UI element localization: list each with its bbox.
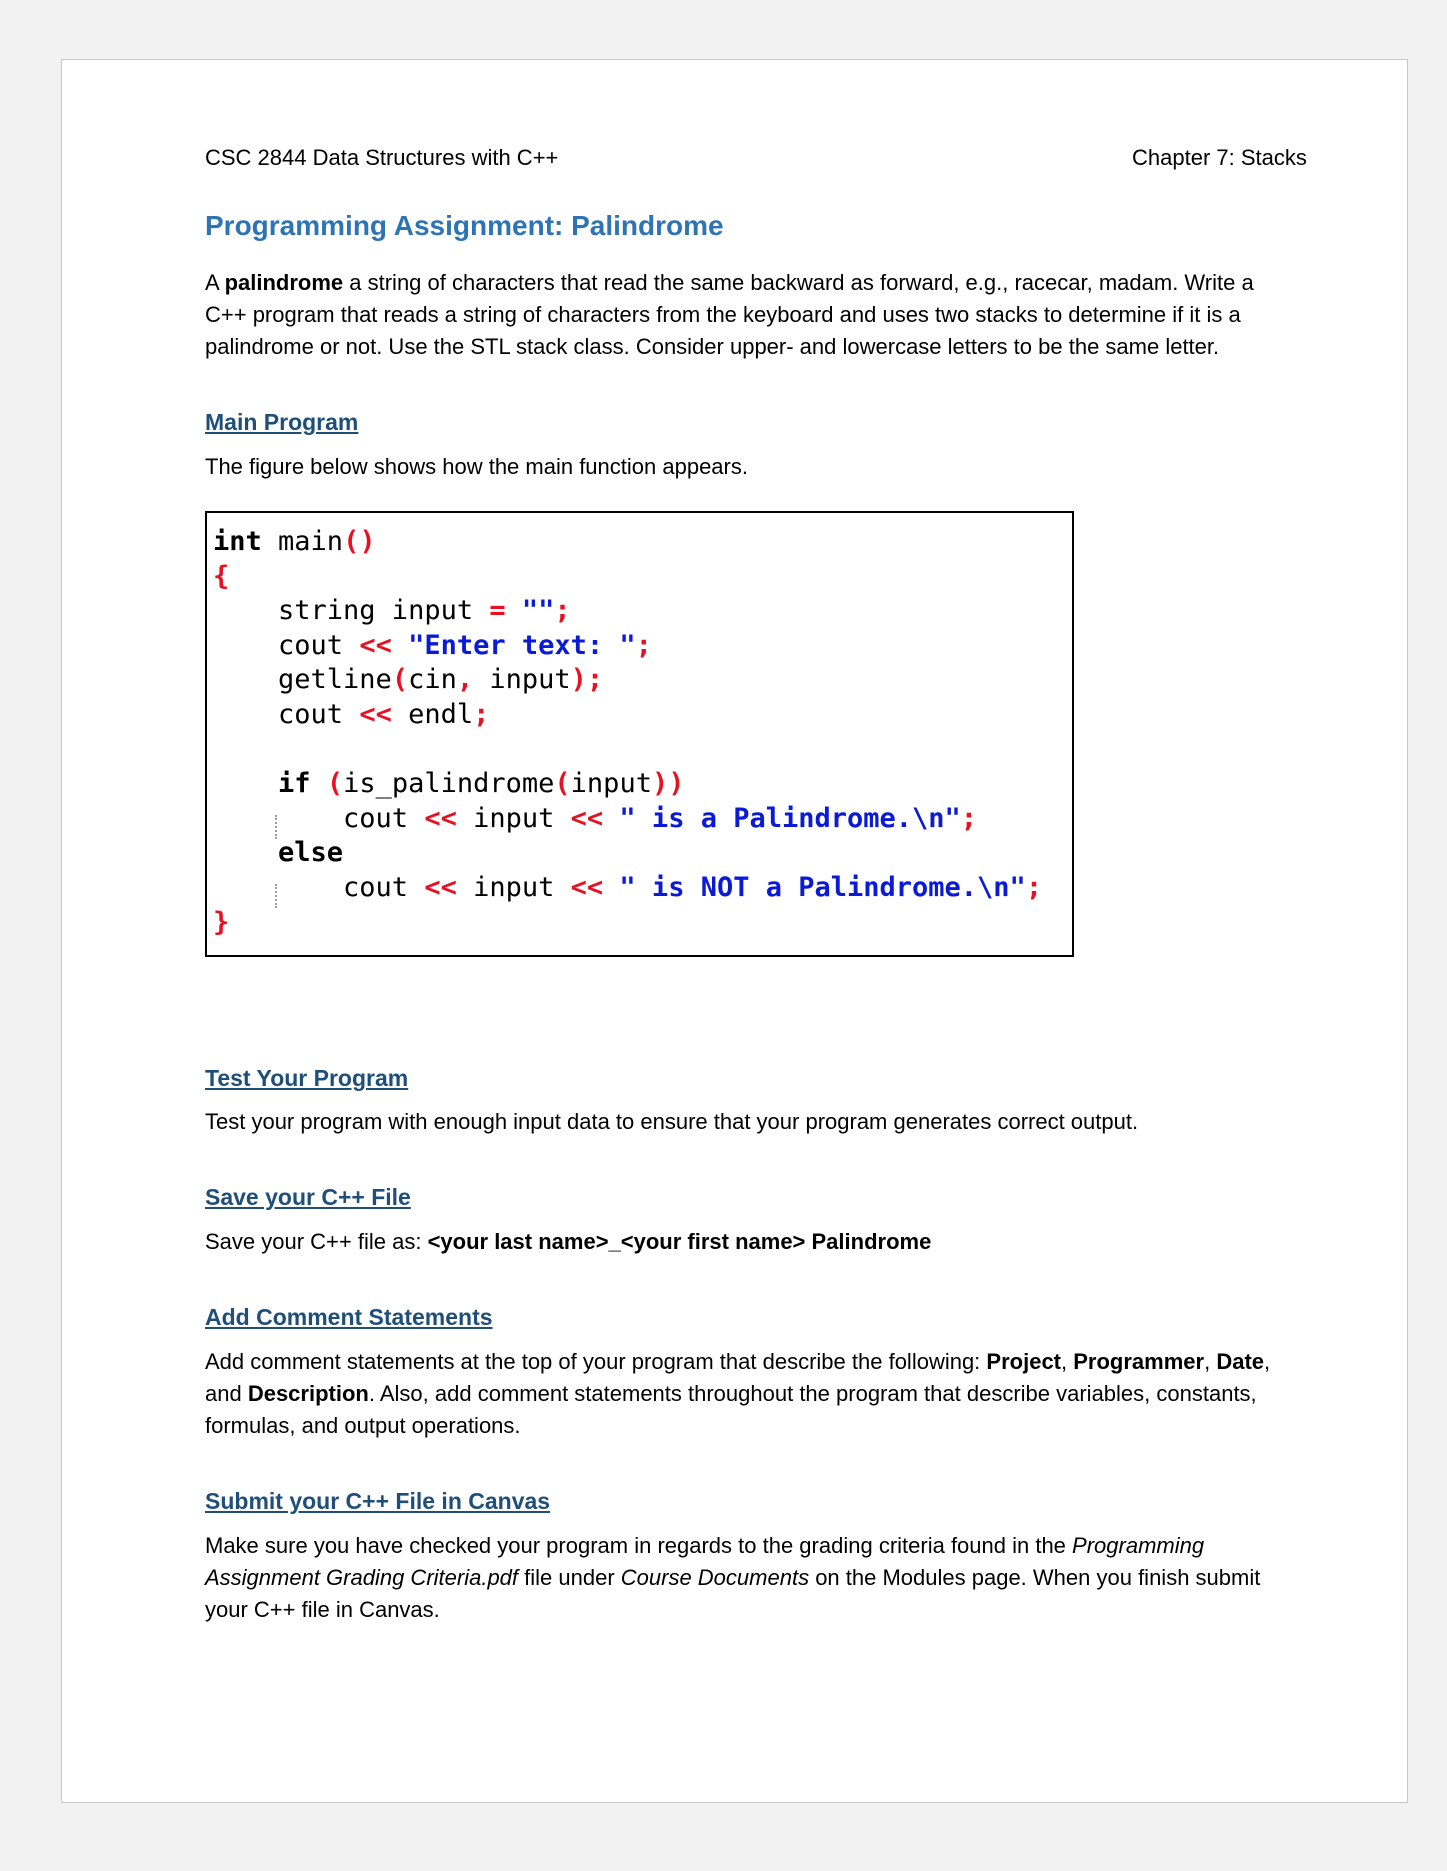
submit-t3: on the Modules page. When you finish submit your C++ file in Canvas. xyxy=(205,1565,1261,1622)
code-op: ; xyxy=(635,629,652,661)
code-text: input xyxy=(456,802,571,834)
code-op: << xyxy=(570,871,604,903)
comments-s3: , and xyxy=(205,1349,1271,1406)
comments-b4: Description xyxy=(247,1381,369,1406)
save-heading: Save your C++ File xyxy=(205,1184,411,1210)
code-string: " is a Palindrome.\n" xyxy=(619,802,961,834)
code-op: = xyxy=(489,595,506,627)
comments-b1: Project xyxy=(986,1349,1062,1374)
code-string: "" xyxy=(521,595,555,627)
code-string: " is NOT a Palindrome.\n" xyxy=(619,871,1026,903)
intro-rest: a string of characters that read the same backward as forward, e.g., racecar, madam. Write a C++ program that reads a string of characters from the keyboard and uses two stacks to determine if it is a palindrome or not. Use the STL stack class. Consider upper- and lowercase letters to be the same letter. xyxy=(205,270,1254,359)
code-text: cin xyxy=(408,664,457,696)
submit-t2: file under xyxy=(518,1565,621,1590)
test-heading: Test Your Program xyxy=(205,1065,409,1091)
code-brace-open: { xyxy=(213,560,230,592)
test-text: Test your program with enough input data to ensure that your program generates correct output. xyxy=(205,1109,1139,1134)
code-op: ; xyxy=(960,802,978,834)
submit-heading: Submit your C++ File in Canvas xyxy=(205,1488,551,1514)
code-op: )) xyxy=(651,768,685,800)
code-op: () xyxy=(343,526,376,557)
code-op: ( xyxy=(326,768,344,800)
code-keyword: else xyxy=(278,837,344,869)
intro-paragraph xyxy=(205,267,1295,363)
code-text: input xyxy=(570,768,652,800)
code-keyword: int xyxy=(213,526,262,557)
code-op: , xyxy=(456,664,474,696)
code-text: cout xyxy=(213,629,360,661)
comments-b3: Date xyxy=(1216,1349,1265,1374)
submit-i1: Programming Assignment Grading Criteria.pdf xyxy=(205,1533,1205,1590)
code-op: << xyxy=(359,629,392,661)
code-op: ( xyxy=(391,664,409,696)
code-text: is_palindrome xyxy=(343,768,555,800)
page-title: Programming Assignment: Palindrome xyxy=(205,210,724,241)
code-text xyxy=(603,872,619,903)
comments-t2: . Also, add comment statements throughout the program that describe variables, constants, formulas, and output operations. xyxy=(205,1381,1257,1438)
code-op: << xyxy=(424,871,457,903)
comments-t1: Add comment statements at the top of your program that describe the following: xyxy=(205,1349,987,1374)
code-text xyxy=(506,595,522,626)
code-text: cout xyxy=(213,698,360,730)
header-chapter: Chapter 7: Stacks xyxy=(1132,145,1307,170)
code-text xyxy=(311,768,327,799)
main-program-heading: Main Program xyxy=(205,409,359,435)
save-text xyxy=(205,1226,1295,1258)
comments-s1: , xyxy=(1061,1349,1074,1374)
code-text: input xyxy=(473,664,571,696)
code-text: main xyxy=(261,526,344,557)
code-figure xyxy=(205,511,1074,957)
document-page xyxy=(61,59,1408,1803)
save-filename: <your last name>_<your first name> Palindrome xyxy=(427,1229,932,1254)
comments-text xyxy=(205,1346,1295,1442)
comments-b2: Programmer xyxy=(1073,1349,1205,1374)
code-text: string input xyxy=(213,595,490,627)
code-text: getline xyxy=(213,664,392,696)
code-op: << xyxy=(424,802,457,834)
code-text: input xyxy=(456,871,571,903)
code-text: endl xyxy=(391,698,474,730)
intro-term: palindrome xyxy=(224,270,344,295)
submit-i2: Course Documents xyxy=(620,1565,810,1590)
code-text xyxy=(603,803,619,834)
code-op: ); xyxy=(570,664,604,696)
code-text: cout xyxy=(213,871,425,903)
code-op: << xyxy=(570,802,604,834)
submit-text xyxy=(205,1530,1295,1626)
submit-t1: Make sure you have checked your program in regards to the grading criteria found in the xyxy=(205,1533,1073,1558)
code-op: ( xyxy=(554,768,571,800)
comments-heading: Add Comment Statements xyxy=(205,1304,493,1330)
main-program-text: The figure below shows how the main function appears. xyxy=(205,454,748,479)
code-text xyxy=(392,630,408,661)
code-op: ; xyxy=(1025,871,1043,903)
code-text: cout xyxy=(213,802,425,834)
save-prefix: Save your C++ file as: xyxy=(205,1229,428,1254)
intro-a: A xyxy=(205,270,225,295)
comments-s2: , xyxy=(1204,1349,1217,1374)
code-op: ; xyxy=(473,698,490,730)
code-op: << xyxy=(359,698,392,730)
header-course: CSC 2844 Data Structures with C++ xyxy=(205,145,559,170)
code-op: ; xyxy=(554,595,571,627)
code-string: "Enter text: " xyxy=(408,629,636,661)
code-brace-close: } xyxy=(213,906,230,938)
code-block xyxy=(213,525,1042,940)
code-keyword: if xyxy=(278,768,311,800)
